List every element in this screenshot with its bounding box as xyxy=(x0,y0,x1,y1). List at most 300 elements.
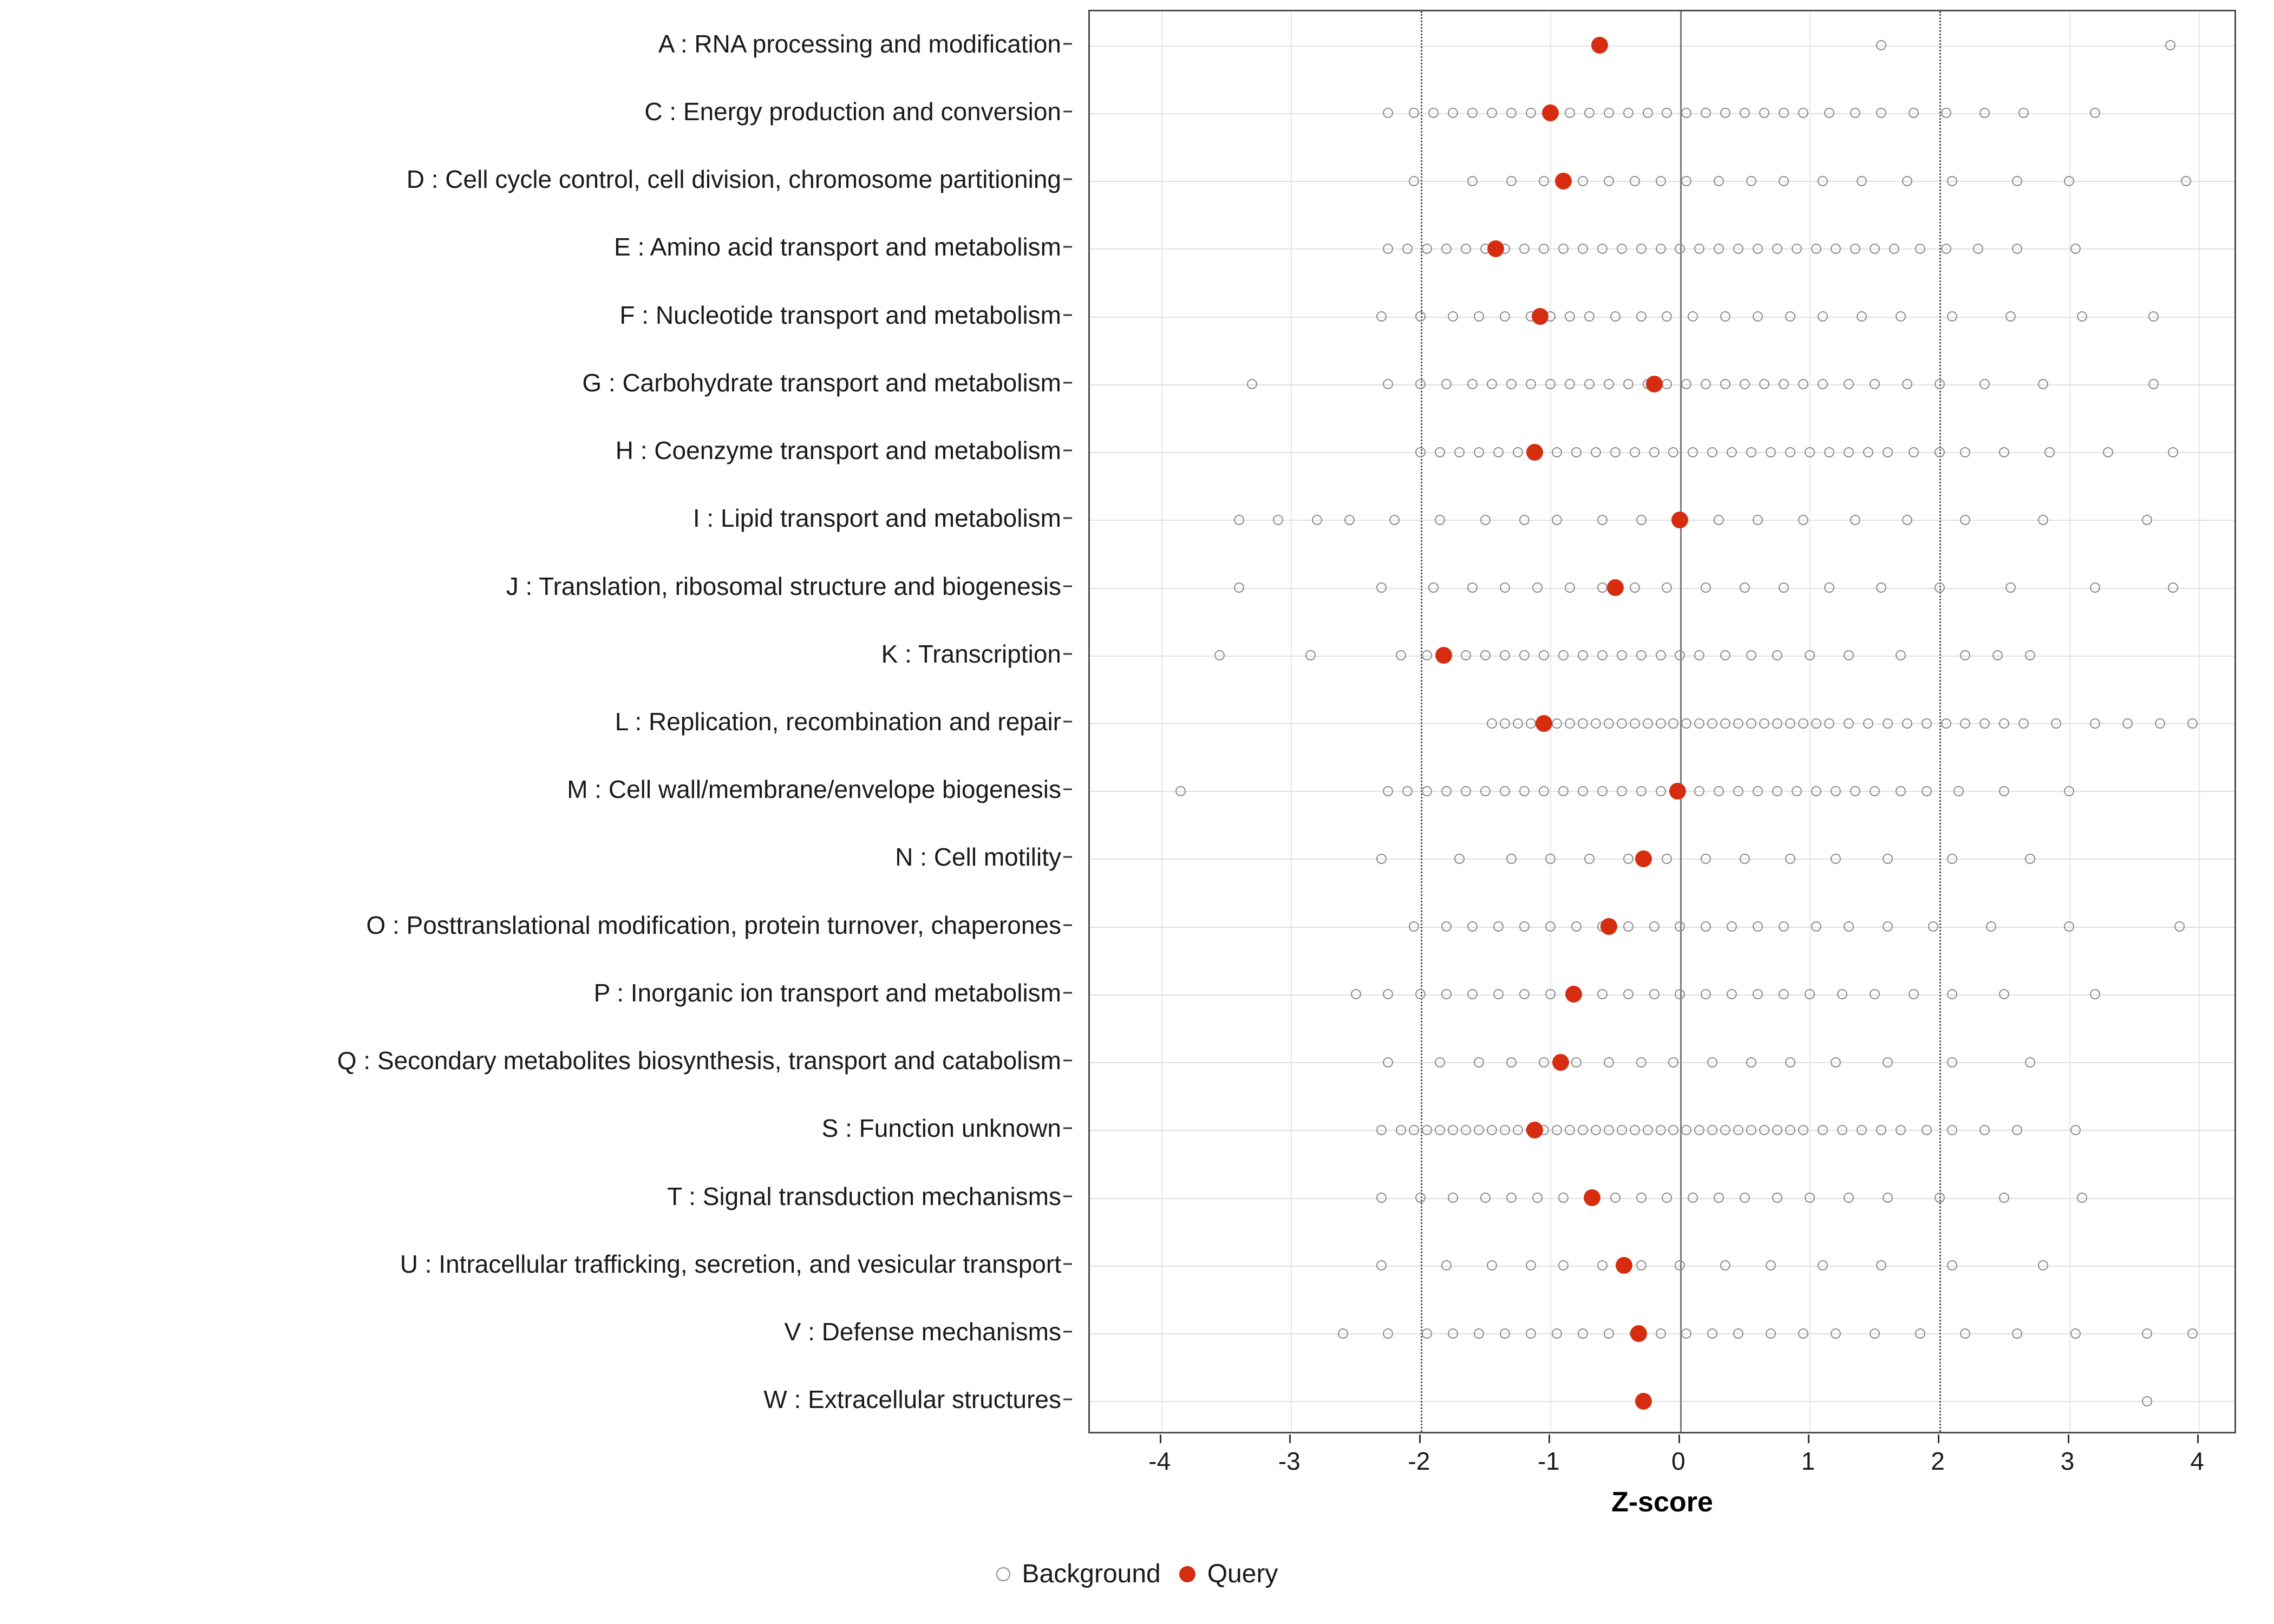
background-point xyxy=(1247,379,1257,389)
background-point xyxy=(1656,650,1666,660)
y-axis-category-label: V : Defense mechanisms xyxy=(784,1318,1061,1346)
background-point xyxy=(1656,1125,1666,1135)
background-point xyxy=(1422,1125,1432,1135)
background-point xyxy=(1630,1125,1640,1135)
background-point xyxy=(1383,108,1393,118)
background-point xyxy=(1461,244,1471,254)
vertical-gridline xyxy=(1809,11,1811,1432)
background-point xyxy=(1480,786,1491,796)
background-point xyxy=(1312,515,1322,525)
background-point xyxy=(1701,379,1711,389)
background-point xyxy=(1740,108,1750,118)
y-axis-category-label: D : Cell cycle control, cell division, chromosome partitioning xyxy=(406,165,1061,194)
background-point xyxy=(1636,244,1646,254)
horizontal-gridline xyxy=(1090,1266,2234,1267)
background-point xyxy=(1941,244,1951,254)
background-point xyxy=(1902,515,1912,525)
background-point xyxy=(1175,786,1186,796)
query-point xyxy=(1532,308,1548,325)
background-point xyxy=(1720,718,1730,729)
background-point xyxy=(1909,989,1919,999)
background-point xyxy=(1545,921,1556,932)
background-point xyxy=(1519,989,1530,999)
background-point xyxy=(1662,311,1672,322)
background-point xyxy=(1896,311,1906,322)
background-point xyxy=(1863,447,1873,457)
category-label-column xyxy=(0,0,1077,1440)
background-point xyxy=(1960,1328,1970,1339)
background-point xyxy=(1467,921,1478,932)
background-point xyxy=(1214,650,1225,660)
background-point xyxy=(1850,786,1860,796)
background-point xyxy=(2005,582,2016,593)
background-point xyxy=(1506,379,1517,389)
background-point xyxy=(1707,1057,1717,1068)
background-point xyxy=(1766,1260,1776,1271)
background-point xyxy=(1376,1193,1387,1203)
background-point xyxy=(1999,786,2009,796)
background-point xyxy=(1597,1260,1608,1271)
x-axis-tick-label: 0 xyxy=(1671,1447,1685,1475)
background-point xyxy=(1675,921,1685,932)
background-point xyxy=(1876,40,1886,50)
background-point xyxy=(1798,515,1808,525)
background-point xyxy=(1649,447,1659,457)
background-point xyxy=(1539,1057,1549,1068)
background-point xyxy=(1902,718,1912,729)
background-point xyxy=(1915,244,1925,254)
background-point xyxy=(1604,1125,1614,1135)
background-point xyxy=(1740,379,1750,389)
background-point xyxy=(1480,1193,1491,1203)
background-point xyxy=(1630,582,1640,593)
y-axis-category-label: O : Posttranslational modification, protein turnover, chaperones xyxy=(366,911,1061,939)
background-point xyxy=(1234,582,1244,593)
background-point xyxy=(1623,854,1633,864)
background-point xyxy=(1480,650,1491,660)
background-point xyxy=(1636,1260,1646,1271)
background-point xyxy=(1831,786,1841,796)
background-point xyxy=(1591,447,1601,457)
background-point xyxy=(1746,176,1756,186)
background-point xyxy=(1733,786,1743,796)
background-point xyxy=(2070,1125,2081,1135)
background-point xyxy=(1474,1125,1484,1135)
background-point xyxy=(1480,515,1491,525)
background-point xyxy=(2018,718,2029,729)
horizontal-gridline xyxy=(1090,927,2234,928)
filled-circle-icon xyxy=(1179,1566,1195,1582)
background-point xyxy=(1979,718,1990,729)
background-point xyxy=(1617,244,1627,254)
background-point xyxy=(1526,108,1536,118)
background-point xyxy=(1818,311,1828,322)
background-point xyxy=(1979,108,1990,118)
background-point xyxy=(1844,921,1854,932)
background-point xyxy=(1844,447,1854,457)
background-point xyxy=(1824,718,1834,729)
background-point xyxy=(1584,854,1595,864)
background-point xyxy=(1597,244,1608,254)
background-point xyxy=(1675,650,1685,660)
y-axis-category-label: P : Inorganic ion transport and metabolism xyxy=(593,978,1061,1007)
y-axis-tick xyxy=(1063,992,1072,993)
background-point xyxy=(1604,1057,1614,1068)
background-point xyxy=(1396,1125,1406,1135)
background-point xyxy=(1960,718,1970,729)
background-point xyxy=(1753,311,1763,322)
background-point xyxy=(1844,650,1854,660)
legend-item-background xyxy=(996,1559,1161,1589)
background-point xyxy=(1604,108,1614,118)
background-point xyxy=(1772,786,1782,796)
background-point xyxy=(1565,1125,1575,1135)
background-point xyxy=(1435,1125,1445,1135)
background-point xyxy=(1922,786,1932,796)
x-axis-tick-label: 1 xyxy=(1801,1447,1815,1475)
background-point xyxy=(1733,718,1743,729)
y-axis-category-label: C : Energy production and conversion xyxy=(644,97,1061,126)
background-point xyxy=(1597,786,1608,796)
background-point xyxy=(1701,989,1711,999)
background-point xyxy=(1552,447,1562,457)
background-point xyxy=(1960,515,1970,525)
background-point xyxy=(2005,311,2016,322)
background-point xyxy=(1947,1057,1957,1068)
background-point xyxy=(1643,718,1653,729)
background-point xyxy=(1681,108,1691,118)
background-point xyxy=(1714,176,1724,186)
background-point xyxy=(1668,718,1678,729)
background-point xyxy=(1746,447,1756,457)
query-point xyxy=(1584,1189,1600,1206)
background-point xyxy=(1662,582,1672,593)
background-point xyxy=(1617,1125,1627,1135)
background-point xyxy=(2142,1396,2152,1406)
background-point xyxy=(1604,176,1614,186)
legend xyxy=(0,1559,2274,1589)
background-point xyxy=(1785,447,1795,457)
background-point xyxy=(1746,650,1756,660)
background-point xyxy=(1376,854,1387,864)
background-point xyxy=(1662,1193,1672,1203)
reference-line-x--2 xyxy=(1421,11,1422,1432)
background-point xyxy=(1798,1125,1808,1135)
background-point xyxy=(1643,1125,1653,1135)
background-point xyxy=(1701,582,1711,593)
background-point xyxy=(1558,244,1569,254)
background-point xyxy=(1883,447,1893,457)
background-point xyxy=(1487,1260,1497,1271)
background-point xyxy=(2025,1057,2035,1068)
background-point xyxy=(1467,176,1478,186)
background-point xyxy=(1746,1125,1756,1135)
background-point xyxy=(1474,1328,1484,1339)
x-axis-tick xyxy=(1548,1435,1550,1443)
background-point xyxy=(1558,786,1569,796)
background-point xyxy=(2012,244,2022,254)
background-point xyxy=(1870,379,1880,389)
background-point xyxy=(2064,176,2074,186)
x-axis-tick xyxy=(1419,1435,1421,1443)
background-point xyxy=(1979,379,1990,389)
background-point xyxy=(1922,1125,1932,1135)
query-point xyxy=(1616,1257,1632,1274)
background-point xyxy=(1513,447,1523,457)
background-point xyxy=(1656,1328,1666,1339)
y-axis-tick xyxy=(1063,1263,1072,1265)
background-point xyxy=(1668,1057,1678,1068)
y-axis-tick xyxy=(1063,1399,1072,1400)
background-point xyxy=(1857,1125,1867,1135)
background-point xyxy=(1565,582,1575,593)
query-point xyxy=(1646,376,1663,392)
x-axis-tick xyxy=(2197,1435,2199,1443)
background-point xyxy=(2064,786,2074,796)
background-point xyxy=(1630,176,1640,186)
background-point xyxy=(1896,650,1906,660)
background-point xyxy=(1545,854,1556,864)
background-point xyxy=(2142,1328,2152,1339)
background-point xyxy=(1805,447,1815,457)
background-point xyxy=(1409,176,1419,186)
background-point xyxy=(1675,1260,1685,1271)
background-point xyxy=(1539,244,1549,254)
y-axis-category-label: G : Carbohydrate transport and metabolism xyxy=(582,368,1061,397)
y-axis-tick xyxy=(1063,450,1072,451)
background-point xyxy=(1772,650,1782,660)
y-axis-tick xyxy=(1063,314,1072,316)
background-point xyxy=(1701,854,1711,864)
background-point xyxy=(1376,582,1387,593)
background-point xyxy=(1487,718,1497,729)
background-point xyxy=(1668,1125,1678,1135)
background-point xyxy=(1519,515,1530,525)
background-point xyxy=(1623,379,1633,389)
background-point xyxy=(1519,650,1530,660)
background-point xyxy=(1675,244,1685,254)
vertical-gridline xyxy=(1161,11,1162,1432)
background-point xyxy=(2187,1328,2198,1339)
background-point xyxy=(1746,1057,1756,1068)
background-point xyxy=(1876,108,1886,118)
x-axis-tick-label: 3 xyxy=(2060,1447,2075,1475)
y-axis-tick xyxy=(1063,518,1072,519)
background-point xyxy=(1935,379,1945,389)
background-point xyxy=(1545,379,1556,389)
background-point xyxy=(1999,447,2009,457)
y-axis-category-label: N : Cell motility xyxy=(895,843,1061,872)
background-point xyxy=(1591,718,1601,729)
background-point xyxy=(2064,921,2074,932)
background-point xyxy=(1376,1125,1387,1135)
background-point xyxy=(1474,1057,1484,1068)
background-point xyxy=(1733,244,1743,254)
background-point xyxy=(1785,311,1795,322)
background-point xyxy=(1461,1125,1471,1135)
background-point xyxy=(1681,1328,1691,1339)
background-point xyxy=(1610,447,1620,457)
background-point xyxy=(1565,379,1575,389)
query-point xyxy=(1669,783,1686,800)
background-point xyxy=(1519,786,1530,796)
background-point xyxy=(2038,515,2048,525)
background-point xyxy=(1798,379,1808,389)
background-point xyxy=(1707,1125,1717,1135)
query-point xyxy=(1487,240,1504,257)
background-point xyxy=(1675,989,1685,999)
y-axis-tick xyxy=(1063,1331,1072,1333)
background-point xyxy=(1487,1125,1497,1135)
background-point xyxy=(1617,718,1627,729)
y-axis-category-label: W : Extracellular structures xyxy=(763,1385,1061,1414)
background-point xyxy=(1409,1125,1419,1135)
background-point xyxy=(1552,718,1562,729)
query-point xyxy=(1591,37,1608,54)
background-point xyxy=(1610,311,1620,322)
background-point xyxy=(1720,1260,1730,1271)
background-point xyxy=(1448,1193,1458,1203)
background-point xyxy=(1694,718,1704,729)
legend-item-query xyxy=(1179,1559,1278,1589)
background-point xyxy=(1727,921,1737,932)
background-point xyxy=(1694,244,1704,254)
background-point xyxy=(2168,582,2178,593)
background-point xyxy=(1571,447,1582,457)
background-point xyxy=(2103,447,2113,457)
background-point xyxy=(1805,1193,1815,1203)
background-point xyxy=(1467,108,1478,118)
background-point xyxy=(1902,379,1912,389)
background-point xyxy=(1792,786,1802,796)
background-point xyxy=(2174,921,2185,932)
background-point xyxy=(1617,650,1627,660)
background-point xyxy=(1870,244,1880,254)
background-point xyxy=(1785,1057,1795,1068)
background-point xyxy=(2018,108,2029,118)
background-point xyxy=(1409,108,1419,118)
background-point xyxy=(1532,582,1543,593)
y-axis-category-label: K : Transcription xyxy=(881,639,1061,668)
background-point xyxy=(1448,1328,1458,1339)
background-point xyxy=(1714,1193,1724,1203)
background-point xyxy=(1883,854,1893,864)
background-point xyxy=(1947,311,1957,322)
y-axis-category-label: I : Lipid transport and metabolism xyxy=(692,504,1061,533)
background-point xyxy=(1396,650,1406,660)
background-point xyxy=(1662,379,1672,389)
background-point xyxy=(2090,989,2100,999)
y-axis-category-label: U : Intracellular trafficking, secretion, and vesicular transport xyxy=(400,1249,1061,1278)
background-point xyxy=(1467,379,1478,389)
background-point xyxy=(1584,379,1595,389)
background-point xyxy=(2155,718,2165,729)
x-axis-tick xyxy=(1938,1435,1939,1443)
background-point xyxy=(1688,447,1698,457)
background-point xyxy=(1623,108,1633,118)
background-point xyxy=(1818,1260,1828,1271)
open-circle-icon xyxy=(996,1567,1010,1581)
background-point xyxy=(1584,311,1595,322)
y-axis-category-label: J : Translation, ribosomal structure and biogenesis xyxy=(506,572,1061,600)
background-point xyxy=(1947,854,1957,864)
x-axis-tick-label: -1 xyxy=(1537,1447,1560,1475)
x-axis-tick-label: 4 xyxy=(2190,1447,2204,1475)
background-point xyxy=(1720,379,1730,389)
background-point xyxy=(1707,447,1717,457)
legend-label-query: Query xyxy=(1207,1560,1278,1588)
background-point xyxy=(1876,1260,1886,1271)
background-point xyxy=(1818,1125,1828,1135)
background-point xyxy=(1558,1193,1569,1203)
background-point xyxy=(1506,176,1517,186)
background-point xyxy=(1402,244,1413,254)
background-point xyxy=(1610,1193,1620,1203)
background-point xyxy=(1539,176,1549,186)
background-point xyxy=(1753,989,1763,999)
background-point xyxy=(1376,1260,1387,1271)
background-point xyxy=(1694,786,1704,796)
background-point xyxy=(1857,176,1867,186)
background-point xyxy=(1493,989,1504,999)
background-point xyxy=(1630,447,1640,457)
y-axis-tick xyxy=(1063,789,1072,790)
background-point xyxy=(1409,921,1419,932)
background-point xyxy=(1870,989,1880,999)
background-point xyxy=(1604,379,1614,389)
background-point xyxy=(1591,1125,1601,1135)
background-point xyxy=(1785,718,1795,729)
background-point xyxy=(1617,786,1627,796)
query-point xyxy=(1635,1393,1652,1410)
background-point xyxy=(2168,447,2178,457)
background-point xyxy=(1506,1193,1517,1203)
x-axis-tick xyxy=(1160,1435,1161,1443)
background-point xyxy=(1960,447,1970,457)
background-point xyxy=(1474,311,1484,322)
background-point xyxy=(1630,718,1640,729)
legend-label-background: Background xyxy=(1022,1560,1161,1588)
background-point xyxy=(1428,108,1439,118)
query-point xyxy=(1555,173,1572,189)
query-point xyxy=(1635,850,1652,867)
background-point xyxy=(1883,1057,1893,1068)
background-point xyxy=(1422,244,1432,254)
background-point xyxy=(1876,582,1886,593)
query-point xyxy=(1542,104,1559,121)
background-point xyxy=(1811,718,1821,729)
horizontal-gridline xyxy=(1090,1062,2234,1063)
vertical-gridline xyxy=(2199,11,2200,1432)
background-point xyxy=(1526,718,1536,729)
background-point xyxy=(1636,650,1646,660)
background-point xyxy=(2090,582,2100,593)
background-point xyxy=(1831,854,1841,864)
background-point xyxy=(1844,1193,1854,1203)
background-point xyxy=(1896,1125,1906,1135)
background-point xyxy=(1623,989,1633,999)
background-point xyxy=(1999,1193,2009,1203)
background-point xyxy=(1681,379,1691,389)
background-point xyxy=(1909,108,1919,118)
background-point xyxy=(1850,244,1860,254)
background-point xyxy=(1947,1125,1957,1135)
background-point xyxy=(1500,786,1510,796)
background-point xyxy=(1844,379,1854,389)
background-point xyxy=(1766,1328,1776,1339)
background-point xyxy=(1448,1125,1458,1135)
background-point xyxy=(1986,921,1996,932)
